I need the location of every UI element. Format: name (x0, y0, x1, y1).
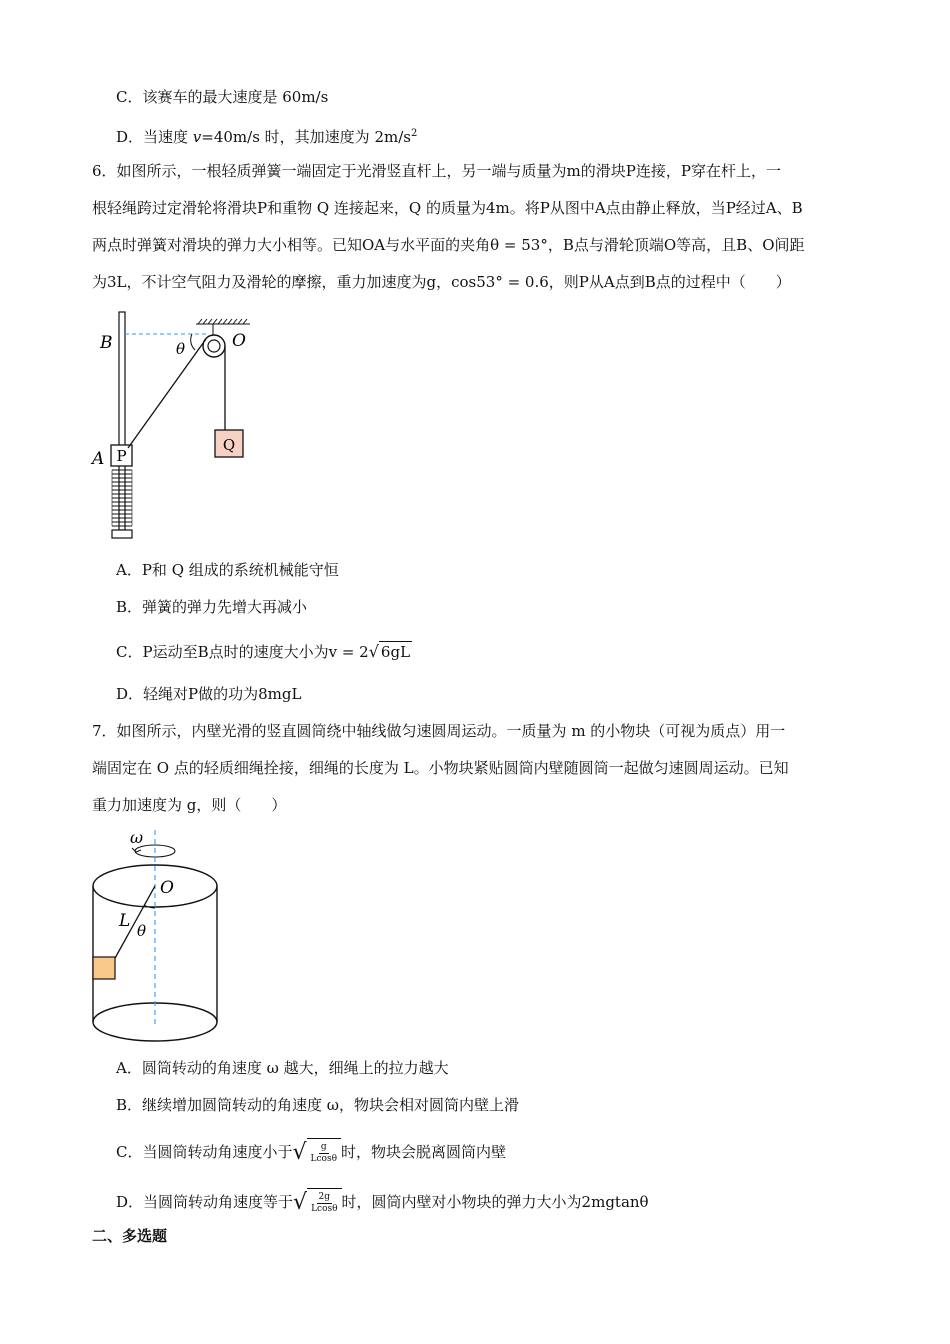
length-l-label: L (119, 911, 131, 931)
q7-figure (88, 826, 228, 1042)
vertical-rod (119, 312, 125, 530)
q5-option-d-text: =40m/s 时，其加速度为 2m/s (201, 128, 411, 146)
q7-option-d: D．当圆筒转动角速度等于√ $\frac{2g}{Lcos\theta}$ 时，圆筒内壁对小物块的弹力大小为2mgtanθ (116, 1190, 649, 1215)
q7-option-c-suffix: 时，物块会脱离圆筒内壁 (341, 1143, 507, 1161)
pulley-inner (208, 340, 220, 352)
q7-option-d-text: D．当圆筒转动角速度等于 (116, 1193, 294, 1211)
q7-option-c-text: C．当圆筒转动角速度小于 (116, 1143, 293, 1161)
q5-option-d-exponent: 2 (410, 128, 418, 139)
fraction-denominator: Lcosθ (311, 1203, 338, 1214)
q6-figure (88, 308, 268, 544)
q7-stem-line-1: 7．如图所示，内壁光滑的竖直圆筒绕中轴线做匀速圆周运动。一质量为 m 的小物块（可视为质点）用一 (92, 722, 786, 740)
q6-stem-line-4: 为3L，不计空气阻力及滑轮的摩擦，重力加速度为g，cos53° = 0.6，则P从A点到B点的过程中（ ） (92, 273, 791, 291)
fraction-numerator: g (320, 1141, 327, 1152)
q5-option-d-prefix: D．当速度 (116, 128, 193, 146)
spring (112, 470, 132, 526)
fraction-numerator: 2g (318, 1191, 331, 1202)
q6-option-a: A．P和 Q 组成的系统机械能守恒 (116, 561, 339, 579)
point-b-label: B (100, 333, 113, 353)
point-a-label: A (92, 449, 105, 469)
q6-option-b: B．弹簧的弹力先增大再减小 (116, 598, 308, 616)
fraction-denominator: Lcosθ (310, 1153, 337, 1164)
q7-stem-line-3: 重力加速度为 g，则（ ） (92, 796, 287, 814)
q7-option-d-suffix: 时，圆筒内壁对小物块的弹力大小为2mgtanθ (341, 1193, 649, 1211)
angle-arc (191, 334, 195, 350)
angle-theta-label: θ (137, 922, 147, 940)
q5-option-d (116, 124, 417, 147)
block (93, 957, 115, 979)
q6-stem-line-1: 6．如图所示，一根轻质弹簧一端固定于光滑竖直杆上，另一端与质量为m的滑块P连接，P穿在杆上，一 (92, 162, 781, 180)
q7-option-c: C．当圆筒转动角速度小于√ $\frac{g}{Lcos\theta}$ 时，物块会脱离圆筒内壁 (116, 1140, 507, 1165)
q6-option-d: D．轻绳对P做的功为8mgL (116, 685, 302, 703)
q7-option-c-fraction (309, 1142, 339, 1165)
q5-option-d-variable: v (192, 128, 202, 146)
weight-q-label: Q (222, 436, 236, 454)
q7-option-d-fraction (309, 1192, 339, 1215)
angle-theta-label: θ (176, 340, 186, 358)
q6-stem-line-2: 根轻绳跨过定滑轮将滑块P和重物 Q 连接起来，Q 的质量为4m。将P从图中A点由静止释放，当P经过A、B (92, 199, 803, 217)
q7-option-a: A．圆筒转动的角速度 ω 越大，细绳上的拉力越大 (116, 1059, 449, 1077)
q6-stem-line-3: 两点时弹簧对滑块的弹力大小相等。已知OA与水平面的夹角θ = 53°，B点与滑轮顶端O等高，且B、O间距 (92, 236, 805, 254)
q6-option-c: C．P运动至B点时的速度大小为v = 2√ 6gL (116, 642, 411, 661)
omega-label: ω (130, 828, 144, 847)
q6-option-c-radicand: 6gL (380, 643, 411, 661)
point-o-label: O (160, 878, 174, 898)
rod-base (112, 530, 132, 538)
q7-stem-line-2: 端固定在 O 点的轻质细绳拴接，细绳的长度为 L。小物块紧贴圆筒内壁随圆筒一起做匀速圆周运动。已知 (92, 759, 789, 777)
q7-option-b: B．继续增加圆筒转动的角速度 ω，物块会相对圆筒内壁上滑 (116, 1096, 520, 1114)
rope-p-to-pulley (128, 339, 206, 448)
slider-p-label: P (116, 447, 127, 465)
section-heading-multi-choice: 二、多选题 (92, 1227, 168, 1245)
point-o-label: O (232, 331, 246, 351)
q5-option-c: C．该赛车的最大速度是 60m/s (116, 88, 329, 106)
q6-option-c-text: C．P运动至B点时的速度大小为v = 2 (116, 643, 369, 661)
